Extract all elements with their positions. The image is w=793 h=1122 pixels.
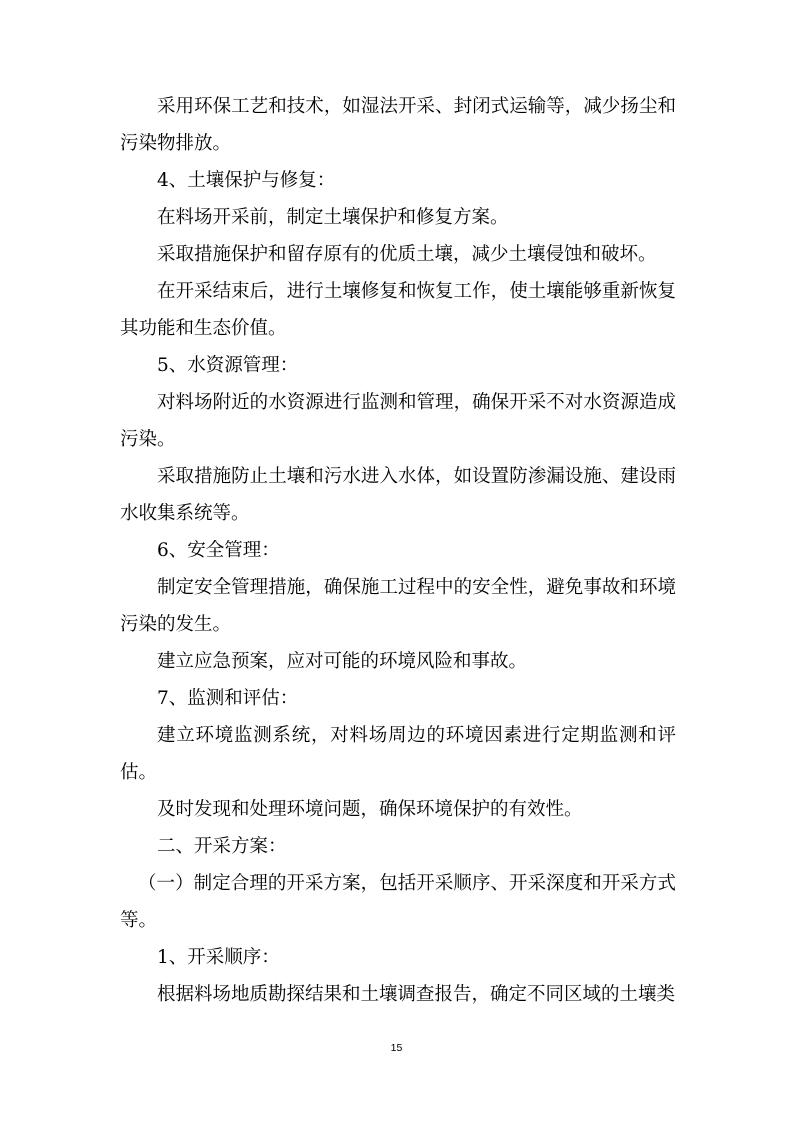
section-heading: 1、开采顺序：: [157, 947, 280, 968]
paragraph: 根据料场地质勘探结果和土壤调查报告，确定不同区域的土壤类: [157, 984, 676, 1005]
paragraph: 及时发现和处理环境问题，确保环境保护的有效性。: [157, 799, 583, 820]
paragraph: 建立环境监测系统，对料场周边的环境因素进行定期监测和评估。: [120, 725, 676, 783]
paragraph: 在开采结束后，进行土壤修复和恢复工作，使土壤能够重新恢复其功能和生态价值。: [120, 281, 676, 339]
paragraph: 采取措施防止土壤和污水进入水体，如设置防渗漏设施、建设雨水收集系统等。: [120, 466, 676, 524]
chapter-heading: 二、开采方案：: [157, 836, 287, 857]
page-body: [120, 88, 676, 1013]
page-number: 15: [390, 1042, 403, 1054]
paragraph: 制定安全管理措施，确保施工过程中的安全性，避免事故和环境污染的发生。: [120, 577, 676, 635]
section-heading: 4、土壤保护与修复：: [157, 170, 336, 191]
paragraph: 采取措施保护和留存原有的优质土壤，减少土壤侵蚀和破坏。: [157, 244, 657, 265]
section-heading: 7、监测和评估：: [157, 688, 299, 709]
section-heading: 5、水资源管理：: [157, 355, 299, 376]
paragraph: 在料场开采前，制定土壤保护和修复方案。: [157, 207, 509, 228]
paragraph: 建立应急预案，应对可能的环境风险和事故。: [157, 651, 528, 672]
subsection-heading: （一）制定合理的开采方案，包括开采顺序、开采深度和开采方式等。: [120, 873, 676, 931]
paragraph: 对料场附近的水资源进行监测和管理，确保开采不对水资源造成污染。: [120, 392, 676, 450]
paragraph: 采用环保工艺和技术，如湿法开采、封闭式运输等，减少扬尘和污染物排放。: [120, 96, 676, 154]
section-heading: 6、安全管理：: [157, 540, 280, 561]
